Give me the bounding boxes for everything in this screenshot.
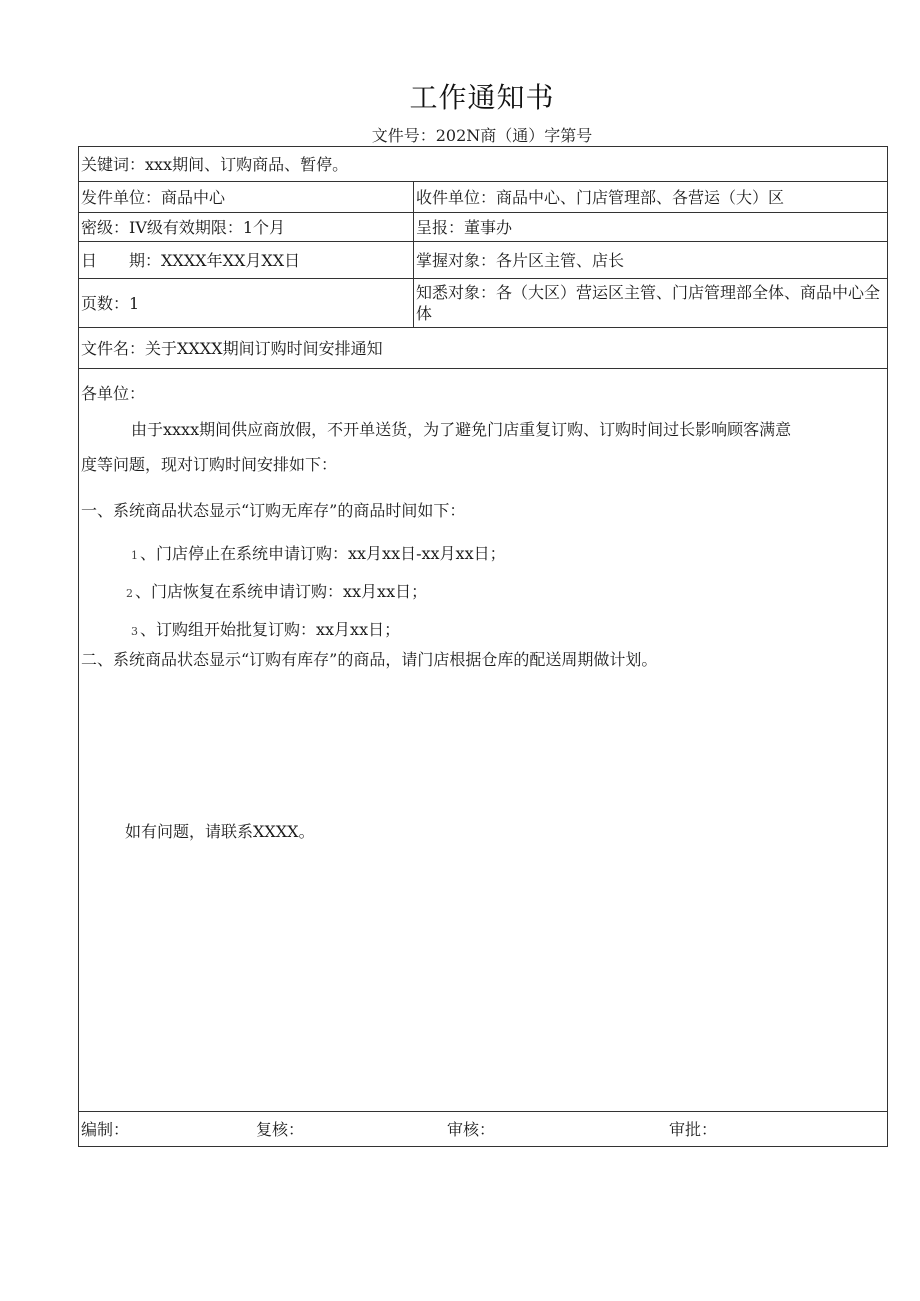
notice-body-cell — [79, 369, 888, 1112]
sender-cell: 发件单位：商品中心 — [79, 182, 414, 213]
list-item-text: 、门店恢复在系统申请订购：xx月xx日； — [135, 582, 428, 601]
approved-by-label: 审批： — [669, 1120, 718, 1139]
section-2-heading: 二、系统商品状态显示“订购有库存”的商品，请门店根据仓库的配送周期做计划。 — [81, 650, 658, 669]
intro-paragraph-line-2: 度等问题，现对订购时间安排如下： — [81, 455, 338, 474]
reviewed-by-label: 复核： — [256, 1120, 305, 1139]
report-to-cell: 呈报：董事办 — [414, 213, 888, 242]
document-number: 文件号：202N商（通）字第号 — [371, 126, 593, 145]
list-item-number: 1 — [131, 549, 138, 562]
document-title: 工作通知书 — [409, 81, 555, 114]
section-1-heading: 一、系统商品状态显示“订购无库存”的商品时间如下： — [81, 501, 466, 520]
grasp-targets-cell: 掌握对象：各片区主管、店长 — [414, 242, 888, 279]
list-item — [131, 619, 400, 642]
secrecy-cell: 密级：IV级有效期限：1个月 — [79, 213, 414, 242]
list-item — [131, 543, 506, 566]
list-item — [126, 581, 427, 604]
informed-targets-cell: 知悉对象：各（大区）营运区主管、门店管理部全体、商品中心全体 — [414, 279, 888, 328]
list-item-number: 2 — [126, 587, 133, 600]
date-cell: 日 期：XXXX年XX月XX日 — [79, 242, 414, 279]
signature-row — [79, 1112, 888, 1147]
audited-by-label: 审核： — [447, 1120, 496, 1139]
list-item-text: 、订购组开始批复订购：xx月xx日； — [140, 620, 401, 639]
compiled-by-label: 编制： — [81, 1120, 130, 1139]
list-item-text: 、门店停止在系统申请订购：xx月xx日-xx月xx日； — [140, 544, 506, 563]
salutation: 各单位： — [81, 384, 146, 403]
intro-paragraph-line-1: 由于xxxx期间供应商放假，不开单送货，为了避免门店重复订购、订购时间过长影响顾客满意 — [131, 420, 792, 439]
contact-line: 如有问题，请联系XXXX。 — [125, 822, 315, 841]
pages-cell: 页数：1 — [79, 279, 414, 328]
receiver-cell: 收件单位：商品中心、门店管理部、各营运（大）区 — [414, 182, 888, 213]
notice-form-table — [78, 146, 888, 1147]
list-item-number: 3 — [131, 625, 138, 638]
file-name-cell: 文件名：关于XXXX期间订购时间安排通知 — [79, 328, 888, 369]
keywords-cell: 关键词：xxx期间、订购商品、暂停。 — [79, 147, 888, 182]
